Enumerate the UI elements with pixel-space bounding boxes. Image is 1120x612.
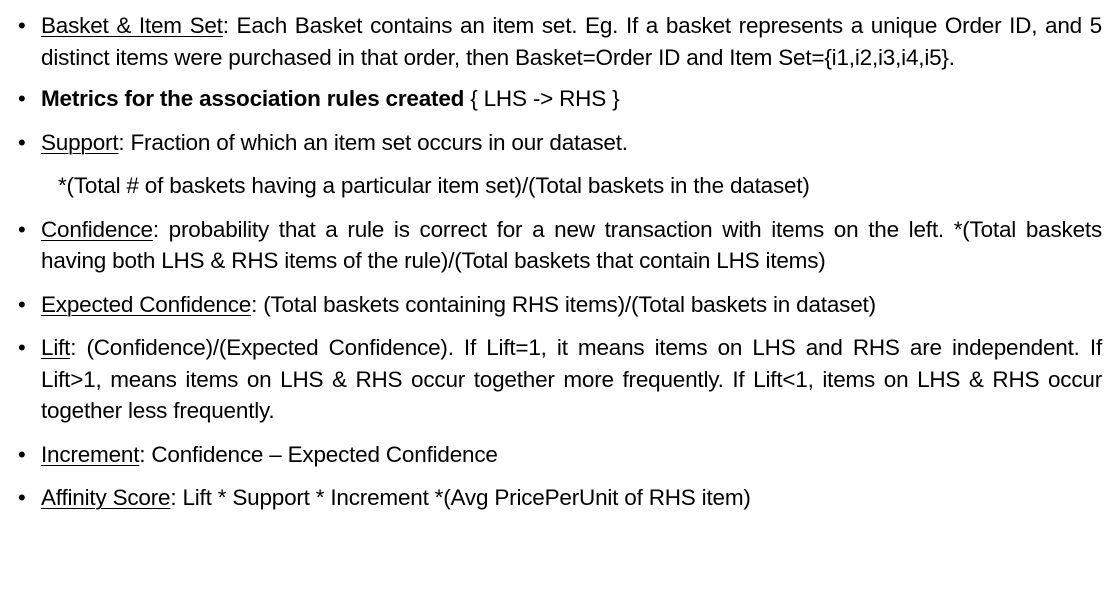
confidence-description: : probability that a rule is correct for a new transaction with items on the left. *(Total baskets having both LHS & RHS items of the rule)/(Total baskets that contain LHS items) — [41, 216, 1102, 273]
lift-description: : (Confidence)/(Expected Confidence). If Lift=1, it means items on LHS and RHS are independent. If Lift>1, means items on LHS & RHS occur together more frequently. If Lift<1, items on LHS & RHS occur together less frequently. — [41, 335, 1102, 423]
bullet-metrics-heading — [18, 83, 1102, 115]
bullet-increment — [18, 439, 1102, 471]
bullet-list — [18, 10, 1102, 514]
support-description: : Fraction of which an item set occurs in our dataset. — [118, 129, 628, 155]
bullet-dot: • — [18, 485, 26, 510]
bullet-dot: • — [18, 86, 26, 111]
bullet-dot: • — [18, 129, 26, 155]
term-lift: Lift — [41, 335, 71, 360]
bullet-expected-confidence — [18, 289, 1102, 321]
bullet-support — [18, 127, 1102, 159]
bullet-dot: • — [18, 13, 26, 38]
term-expected-confidence: Expected Confidence — [41, 291, 252, 317]
bullet-dot: • — [18, 441, 26, 467]
basket-description: : Each Basket contains an item set. Eg. If a basket represents a unique Order ID, and 5 distinct items were purchased in that order, then Basket=Order ID and Item Set={i1,i2,i3,i4,i5}. — [41, 13, 1102, 70]
bullet-affinity-score — [18, 482, 1102, 514]
term-support: Support — [41, 129, 119, 155]
term-increment: Increment — [41, 441, 140, 467]
affinity-score-description: : Lift * Support * Increment *(Avg PricePerUnit of RHS item) — [170, 485, 751, 510]
term-affinity-score: Affinity Score — [41, 485, 171, 510]
bullet-dot: • — [18, 291, 26, 317]
increment-description: : Confidence – Expected Confidence — [139, 441, 498, 467]
metrics-rule: { LHS -> RHS } — [464, 86, 620, 111]
support-formula: *(Total # of baskets having a particular item set)/(Total baskets in the dataset) — [58, 173, 810, 198]
bullet-confidence — [18, 214, 1102, 277]
bullet-dot: • — [18, 335, 26, 360]
bullet-dot: • — [18, 216, 26, 242]
metrics-heading: Metrics for the association rules created — [41, 86, 465, 111]
term-basket-item-set: Basket & Item Set — [41, 13, 223, 38]
bullet-lift — [18, 332, 1102, 427]
bullet-basket-item-set — [18, 10, 1102, 73]
expected-confidence-description: : (Total baskets containing RHS items)/(Total baskets in dataset) — [251, 291, 876, 317]
term-confidence: Confidence — [41, 216, 153, 242]
